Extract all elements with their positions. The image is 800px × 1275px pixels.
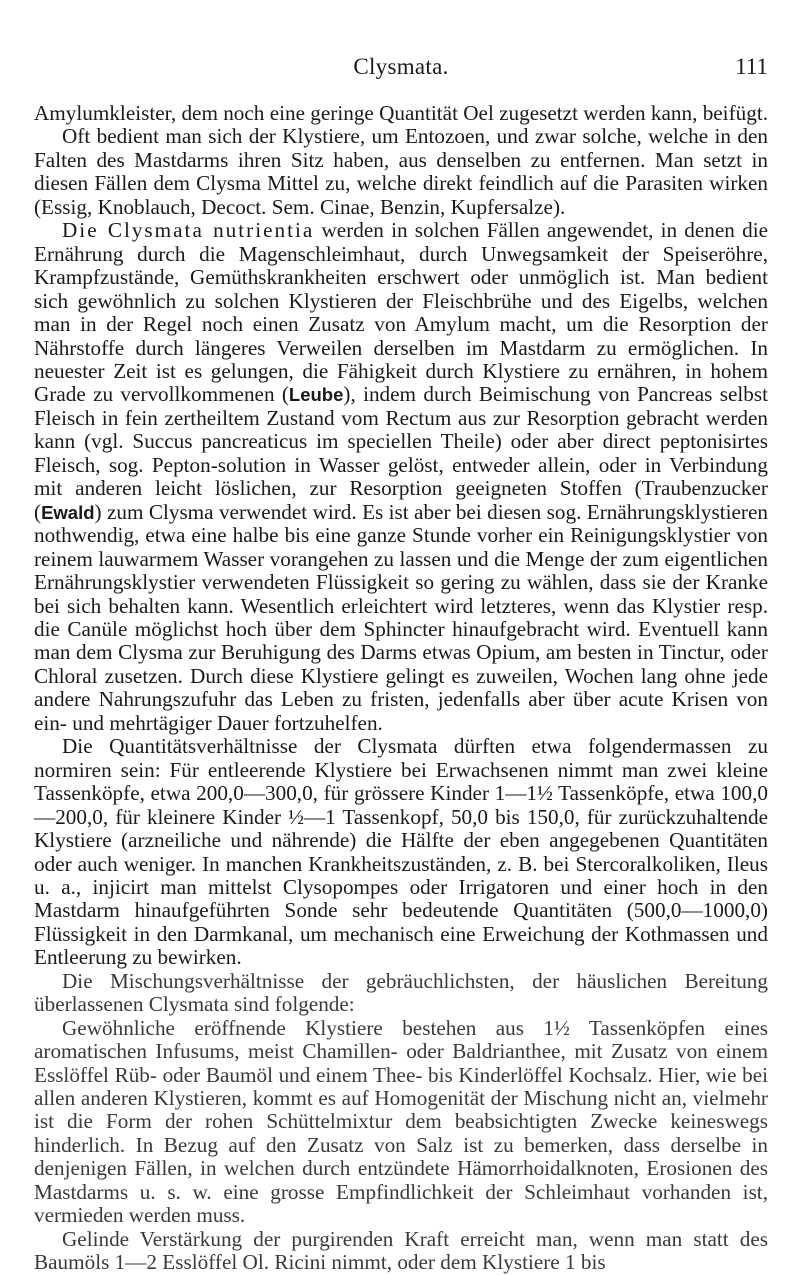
spaced-term: Die Clysmata nutrientia (62, 218, 315, 243)
author-name-ewald: Ewald (41, 501, 95, 523)
paragraph-entozoen: Oft bedient man sich der Klystiere, um Entozoen, und zwar solche, welche in den Falten des Mastdarms ihren Sitz haben, aus denselben zu entfernen. Man setzt in diesen Fällen dem Clysma Mittel zu, welche direkt feindlich auf die Parasiten wirken (Essig, Knoblauch, Decoct. Sem. Cinae, Benzin, Kupfersalze). (34, 124, 768, 219)
paragraph-continuation: Amylumkleister, dem noch eine geringe Quantität Oel zugesetzt werden kann, beifügt. (34, 101, 768, 125)
page-number: 111 (735, 54, 768, 79)
paragraph-clysmata-nutrientia (34, 219, 768, 735)
running-title: Clysmata. (353, 54, 449, 79)
body-text (34, 102, 768, 1275)
paragraph-gewoehnliche: Gewöhnliche eröffnende Klystiere bestehen aus 1½ Tassenköpfen eines aromatischen Infusums, meist Chamillen- oder Baldrianthee, mit Zusatz von einem Esslöffel Rüb- oder Baumöl und einem Thee- bis Kinderlöffel Kochsalz. Hier, wie bei allen anderen Klystieren, kommt es auf Homogenität der Mischung nicht an, vielmehr ist die Form der rohen Schüttelmixtur dem beabsichtigten Zwecke keineswegs hinderlich. In Bezug auf den Zusatz von Salz ist zu bemerken, dass derselbe in denjenigen Fällen, in welchen durch entzündete Hämorrhoidalknoten, Erosionen des Mastdarms u. s. w. eine grosse Empfindlichkeit der Schleimhaut vorhanden ist, vermieden werden muss. (34, 1015, 768, 1228)
paragraph-quantitaet: Die Quantitätsverhältnisse der Clysmata dürften etwa folgendermassen zu normiren sein: Für entleerende Klystiere bei Erwachsenen nimmt man zwei kleine Tassenköpfe, etwa 200,0—300,0, für grössere Kinder 1—1½ Tassenköpfe, etwa 100,0—200,0, für kleinere Kinder ½—1 Tassenkopf, 50,0 bis 150,0, für zurückzuhaltende Klystiere (arzneiliche und nährende) die Hälfte der eben angegebenen Quantitäten oder auch weniger. In manchen Krankheitszuständen, z. B. bei Stercoralkoliken, Ileus u. a., injicirt man mittelst Clysopompes oder Irrigatoren und einer hoch in den Mastdarm hinaufgeführten Sonde sehr bedeutende Quantitäten (500,0—1000,0) Flüssigkeit in den Darmkanal, um mechanisch eine Erweichung der Kothmassen und Entleerung zu bewirken. (34, 734, 768, 970)
text-segment: ), indem durch Beimischung von Pancreas selbst Fleisch in fein zertheiltem Zustand vom Rectum aus zur Resorption gebracht werden kann (vgl. Succus pancreaticus im speciellen Theile) oder aber direct peptonisirtes Fleisch, sog. Pepton-solution in Wasser gelöst, entweder allein, oder in Verbindung mit anderen leicht löslichen, zur Resorption geeigneten Stoffen (Traubenzucker ( (34, 382, 768, 524)
page-header (34, 54, 768, 94)
paragraph-mischung: Die Mischungsverhältnisse der gebräuchlichsten, der häuslichen Bereitung überlassenen Clysmata sind folgende: (34, 968, 768, 1017)
author-name-leube: Leube (288, 384, 344, 406)
text-segment: werden in solchen Fällen angewendet, in denen die Ernährung durch die Magenschleimhaut, durch Unwegsamkeit der Speiseröhre, Krampfzustände, Gemüthskrankheiten erschwert oder unmöglich ist. Man bedient sich gewöhnlich zu solchen Klystieren der Fleischbrühe und des Eigelbs, welchen man in der Regel noch einen Zusatz von Amylum macht, um die Resorption der Nährstoffe durch längeres Verweilen derselben im Mastdarm zu ermöglichen. In neuester Zeit ist es gelungen, die Fähigkeit durch Klystiere zu ernähren, in hohem Grade zu vervollkommenen ( (34, 218, 768, 407)
paragraph-gelinde: Gelinde Verstärkung der purgirenden Kraft erreicht man, wenn man statt des Baumöls 1—2 Esslöffel Ol. Ricini nimmt, oder dem Klystiere 1 bis (34, 1226, 768, 1275)
text-segment: ) zum Clysma verwendet wird. Es ist aber bei diesen sog. Ernährungsklystieren nothwendig, etwa eine halbe bis eine ganze Stunde vorher ein Reinigungsklystier von reinem lauwarmem Wasser vorangehen zu lassen und die Menge der zum eigentlichen Ernährungsklystier verwendeten Flüssigkeit so gering zu wählen, dass sie der Kranke bei sich behalten kann. Wesentlich erleichtert wird letzteres, wenn das Klystier resp. die Canüle möglichst hoch über dem Sphincter hinaufgebracht wird. Eventuell kann man dem Clysma zur Beruhigung des Darms etwas Opium, am besten in Tinctur, oder Chloral zusetzen. Durch diese Klystiere gelingt es zuweilen, Wochen lang ohne jede andere Nahrungszufuhr das Leben zu fristen, jedenfalls aber über acute Krisen von ein- und mehrtägiger Dauer fortzuhelfen. (34, 499, 768, 735)
